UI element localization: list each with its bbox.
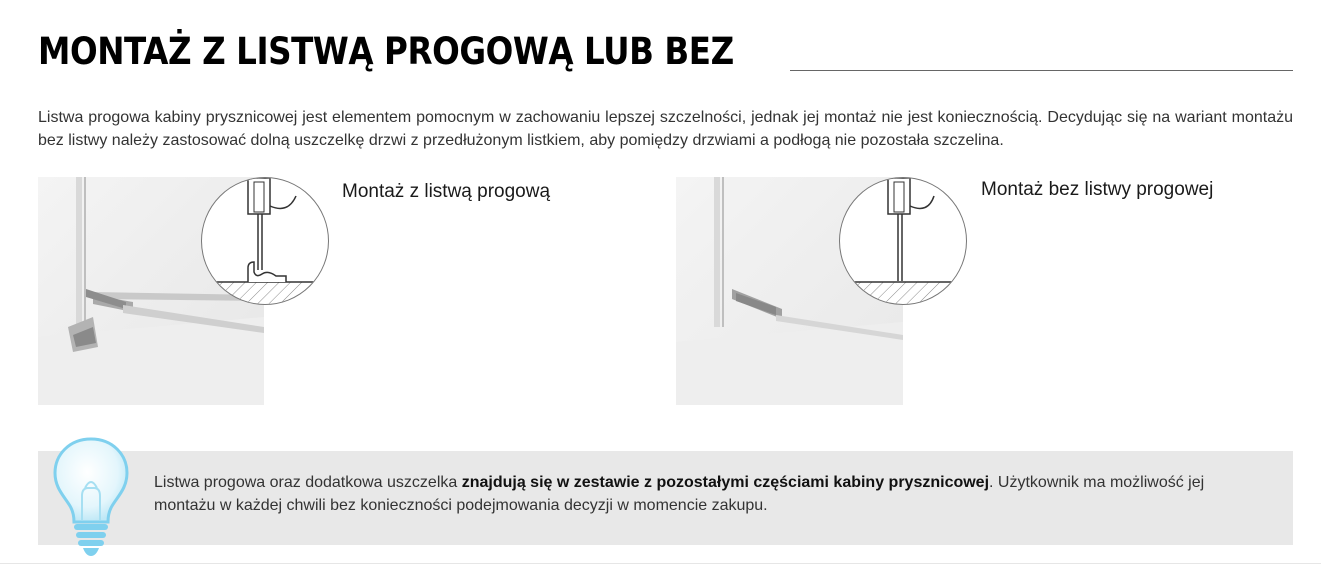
tip-text — [154, 471, 1267, 517]
option-caption-without-threshold: Montaż bez listwy progowej — [981, 179, 1214, 200]
page-title: MONTAŻ Z LISTWĄ PROGOWĄ LUB BEZ — [38, 30, 734, 73]
detail-without-threshold — [839, 177, 967, 305]
title-divider — [790, 70, 1293, 71]
option-caption-with-threshold: Montaż z listwą progową — [342, 181, 551, 202]
lightbulb-icon — [52, 436, 130, 558]
intro-paragraph: Listwa progowa kabiny prysznicowej jest elementem pomocnym w zachowaniu lepszej szczelności, jednak jej montaż nie jest koniecznością. Decydując się na wariant montażu bez listwy należy zastosować dolną uszczelkę drzwi z przedłużonym listkiem, aby pomiędzy drzwiami a podłogą nie pozostała szczelina. — [38, 109, 1293, 149]
tip-text-highlight: znajdują się w zestawie z pozostałymi częściami kabiny prysznicowej — [461, 474, 990, 491]
tip-text-start: Listwa progowa oraz dodatkowa uszczelka — [154, 474, 462, 491]
tip-text-end: . Użytkownik ma możliwość jej montażu w każdej chwili bez konieczności podejmowania decyzji w momencie zakupu. — [154, 474, 1205, 514]
detail-with-threshold — [201, 177, 329, 305]
bottom-divider — [0, 563, 1321, 564]
